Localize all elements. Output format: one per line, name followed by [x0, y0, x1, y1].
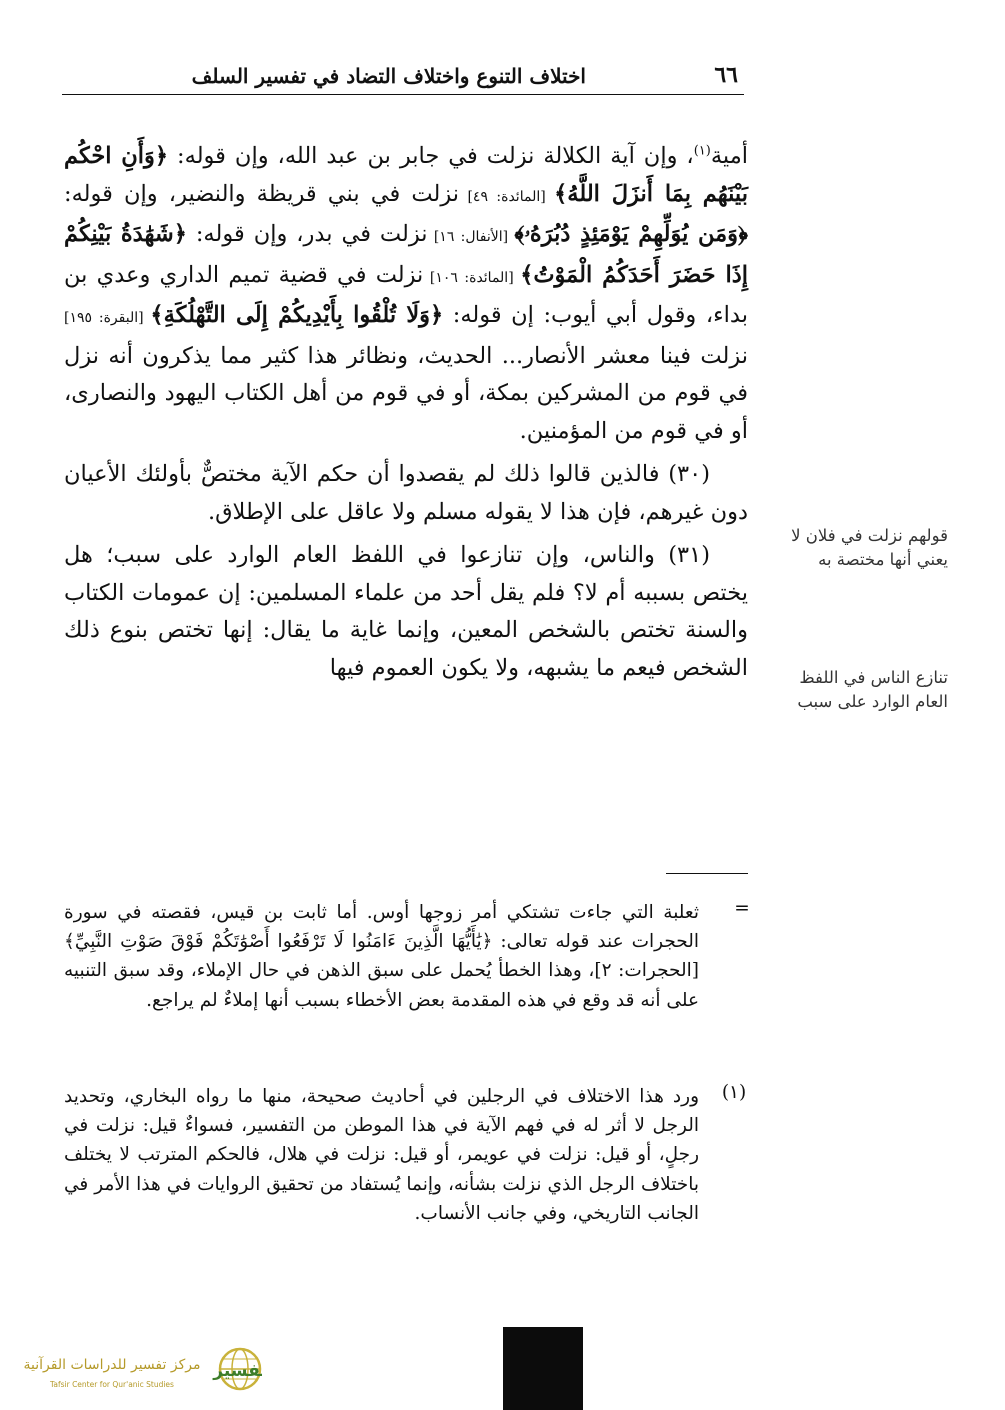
scan-black-box [503, 1327, 583, 1410]
quran-verse: ﴿وَمَن يُوَلِّهِمْ يَوْمَئِذٍ دُبُرَهُۥ﴾ [514, 221, 748, 247]
footnote-mark: (١) [721, 1082, 747, 1103]
verse-reference: [البقرة: ١٩٥] [64, 310, 151, 326]
footnote-separator [666, 873, 748, 874]
quran-verse: ﴿وَلَا تُلْقُوا بِأَيْدِيكُمْ إِلَى التَّهْلُكَةِ﴾ [150, 302, 444, 328]
margin-note: قولهم نزلت في فلان لا يعني أنها مختصة به [791, 526, 948, 569]
quran-verse: ﴿شَهَٰدَةُ بَيْنِكُمْ إِذَا حَضَرَ أَحَدَكُمُ الْمَوْتُ﴾ [64, 221, 748, 288]
footnote-ref: (١) [693, 143, 711, 159]
quran-verse: ﴿وَأَنِ احْكُم بَيْنَهُم بِمَا أَنزَلَ اللَّهُ﴾ [64, 143, 748, 207]
paragraph-intro [64, 138, 748, 450]
main-text [64, 138, 748, 687]
text-run: [الحجرات: ٢]، وهذا الخطأ يُحمل على سبق الذهن في حال الإملاء، وقد سبق التنبيه على أنه قد وقع في هذه المقدمة بعض الأخطاء بسبب أنها إملاءٌ لم يراجع. [64, 960, 699, 1011]
verse-reference: [الأنفال: ١٦] [427, 229, 515, 245]
text-run: نزلت فينا معشر الأنصار... الحديث، ونظائر هذا كثير مما يذكرون أنه نزل في قوم من المشركين بمكة، أو في قوم من أهل الكتاب اليهود والنصارى، أو في قوم من المؤمنين. [64, 342, 748, 444]
text-run: نزلت في قضية تميم الداري وعدي بن بداء، وقول أبي أيوب: إن قوله: [64, 261, 748, 328]
verse-reference: [المائدة: ١٠٦] [423, 269, 521, 286]
logo-word: تفسير [213, 1361, 262, 1381]
text-run: أمية [710, 143, 748, 169]
text-run: نزلت في بني قريظة والنضير، وإن قوله: [64, 180, 460, 207]
footnote-1: ورد هذا الاختلاف في الرجلين في أحاديث صحيحة، منها ما رواه البخاري، وتحديد الرجل لا أثر له في فهم الآية في هذا الموطن من التفسير، فسواءٌ قيل: نزلت في رجلٍ، أو قيل: نزلت في عويمر، أو قيل: نزلت في هلال، فالحكم المترتب لا يختلف باختلاف الرجل الذي نزلت بشأنه، وإنما يُستفاد من تحقيق الروايات في هذا الأمر في الجانب التاريخي، وفي جانب الأنساب. [64, 1086, 699, 1224]
footnote-mark: = [734, 898, 750, 919]
paragraph-30: (٣٠) فالذين قالوا ذلك لم يقصدوا أن حكم الآية مختصٌّ بأولئك الأعيان دون غيرهم، فإن هذا لا يقوله مسلم ولا عاقل على الإطلاق. [64, 461, 748, 525]
logo-arabic-name: مركز تفسير للدراسات القرآنية [23, 1357, 201, 1373]
footnote-continued [64, 898, 699, 1015]
verse-reference: [المائدة: ٤٩] [459, 188, 555, 205]
quran-verse: ﴿يَٰأَيُّهَا الَّذِينَ ءَامَنُوا لَا تَرْفَعُوا أَصْوَٰتَكُمْ فَوْقَ صَوْتِ النَّبِيِّ﴾ [64, 931, 493, 953]
running-header [62, 58, 744, 95]
page-number: ٦٦ [714, 62, 738, 88]
margin-note: تنازع الناس في اللفظ العام الوارد على سبب [797, 668, 948, 711]
logo-english-name: Tafsir Center for Qur'anic Studies [50, 1380, 174, 1389]
text-run: ثعلبة التي جاءت تشتكي أمر زوجها أوس. أما ثابت بن قيس، فقصته في سورة الحجرات عند قوله تعالى: [64, 902, 699, 953]
text-run: ، وإن آية الكلالة نزلت في جابر بن عبد الله، وإن قوله: [168, 143, 694, 169]
paragraph-31: (٣١) والناس، وإن تنازعوا في اللفظ العام الوارد على سبب؛ هل يختص بسببه أم لا؟ فلم يقل أحد من علماء المسلمين: إن عمومات الكتاب والسنة تختص بالشخص المعين، وإنما غاية ما يقال: إنها تختص بنوع ذلك الشخص فيعم ما يشبهه، ولا يكون العموم فيها [64, 542, 748, 681]
tafsir-center-logo [14, 1345, 262, 1395]
text-run: نزلت في بدر، وإن قوله: [186, 221, 428, 247]
running-title: اختلاف التنوع واختلاف التضاد في تفسير السلف [191, 64, 586, 88]
logo-graphic [14, 1345, 262, 1395]
